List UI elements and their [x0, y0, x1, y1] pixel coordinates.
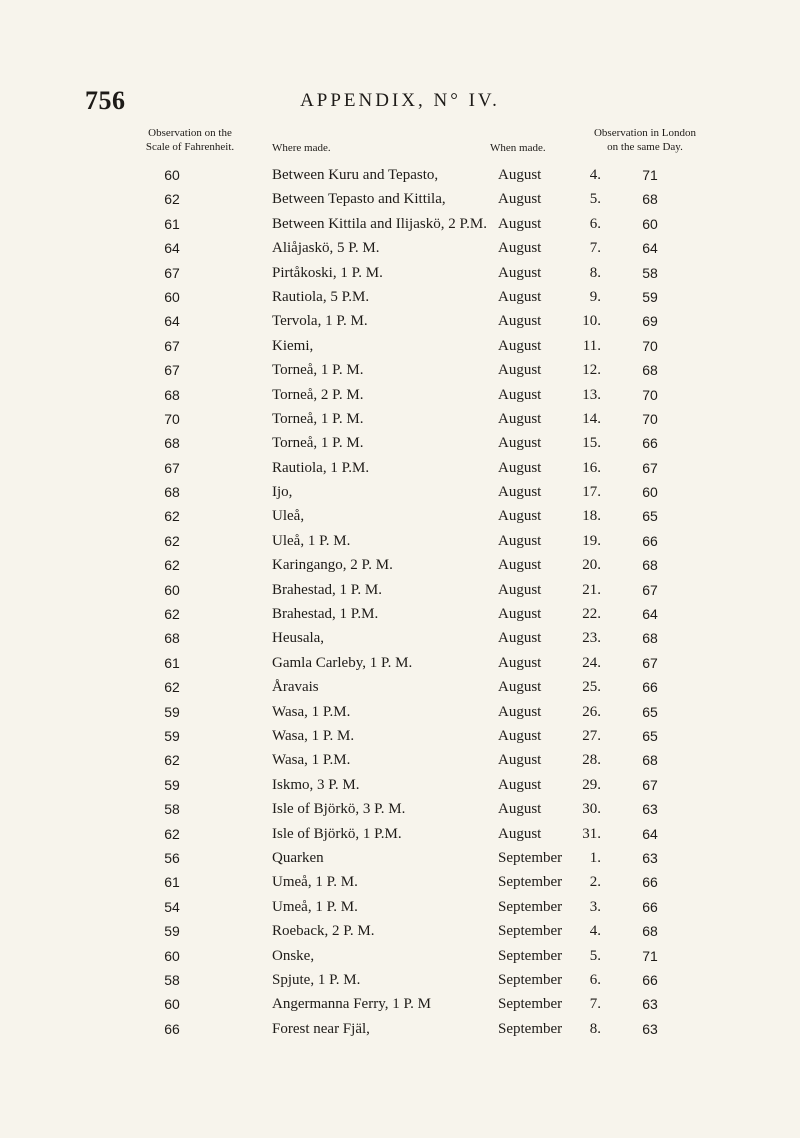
- fahrenheit-cell: 61: [164, 654, 180, 671]
- month-cell: August: [498, 410, 542, 427]
- day-cell: 16.: [582, 459, 601, 476]
- table-row: [0, 431, 800, 455]
- table-row: [0, 700, 800, 724]
- london-cell: 65: [642, 727, 658, 744]
- day-cell: 23.: [582, 630, 601, 647]
- fahrenheit-cell: 59: [164, 703, 180, 720]
- day-cell: 9.: [589, 288, 601, 305]
- table-row: [0, 602, 800, 626]
- london-cell: 66: [642, 679, 658, 696]
- fahrenheit-cell: 62: [164, 557, 180, 574]
- london-cell: 65: [642, 703, 658, 720]
- day-cell: 28.: [582, 752, 601, 769]
- day-cell: 18.: [582, 508, 601, 525]
- where-made-cell: Karingango, 2 P. M.: [272, 557, 393, 574]
- table-row: [0, 675, 800, 699]
- day-cell: 15.: [582, 435, 601, 452]
- table-row: [0, 456, 800, 480]
- table-row: [0, 187, 800, 211]
- where-made-cell: Wasa, 1 P.M.: [272, 703, 351, 720]
- column-header-fahrenheit: [115, 126, 265, 154]
- london-cell: 67: [642, 776, 658, 793]
- column-header-fahrenheit-line2: Scale of Fahrenheit.: [145, 141, 235, 153]
- table-row: [0, 846, 800, 870]
- fahrenheit-cell: 67: [164, 264, 180, 281]
- day-cell: 2.: [589, 874, 601, 891]
- london-cell: 67: [642, 459, 658, 476]
- month-cell: August: [498, 532, 542, 549]
- fahrenheit-cell: 54: [164, 898, 180, 915]
- fahrenheit-cell: 64: [164, 240, 180, 257]
- where-made-cell: Gamla Carleby, 1 P. M.: [272, 654, 413, 671]
- month-cell: August: [498, 508, 542, 525]
- london-cell: 70: [642, 410, 658, 427]
- month-cell: September: [498, 898, 563, 915]
- where-made-cell: Rautiola, 5 P.M.: [272, 288, 370, 305]
- fahrenheit-cell: 60: [164, 581, 180, 598]
- day-cell: 5.: [589, 947, 601, 964]
- london-cell: 70: [642, 337, 658, 354]
- where-made-cell: Torneå, 1 P. M.: [272, 410, 364, 427]
- fahrenheit-cell: 59: [164, 776, 180, 793]
- fahrenheit-cell: 62: [164, 508, 180, 525]
- month-cell: August: [498, 459, 542, 476]
- where-made-cell: Isle of Björkö, 1 P.M.: [272, 825, 402, 842]
- day-cell: 22.: [582, 606, 601, 623]
- where-made-cell: Uleå,: [272, 508, 305, 525]
- london-cell: 65: [642, 508, 658, 525]
- day-cell: 4.: [589, 923, 601, 940]
- fahrenheit-cell: 59: [164, 727, 180, 744]
- table-row: [0, 383, 800, 407]
- fahrenheit-cell: 66: [164, 1020, 180, 1037]
- london-cell: 63: [642, 849, 658, 866]
- month-cell: August: [498, 191, 542, 208]
- table-row: [0, 261, 800, 285]
- fahrenheit-cell: 60: [164, 996, 180, 1013]
- table-row: [0, 748, 800, 772]
- table-row: [0, 163, 800, 187]
- day-cell: 12.: [582, 362, 601, 379]
- month-cell: August: [498, 362, 542, 379]
- where-made-cell: Quarken: [272, 849, 324, 866]
- month-cell: August: [498, 264, 542, 281]
- month-cell: August: [498, 167, 542, 183]
- fahrenheit-cell: 68: [164, 630, 180, 647]
- where-made-cell: Umeå, 1 P. M.: [272, 874, 358, 891]
- month-cell: August: [498, 435, 542, 452]
- day-cell: 31.: [582, 825, 601, 842]
- day-cell: 20.: [582, 557, 601, 574]
- column-header-when-made: When made.: [490, 142, 546, 154]
- london-cell: 60: [642, 484, 658, 501]
- table-row: [0, 1017, 800, 1041]
- fahrenheit-cell: 62: [164, 679, 180, 696]
- table-row: [0, 504, 800, 528]
- where-made-cell: Ijo,: [272, 484, 293, 501]
- fahrenheit-cell: 56: [164, 849, 180, 866]
- month-cell: August: [498, 484, 542, 501]
- where-made-cell: Brahestad, 1 P. M.: [272, 581, 382, 598]
- fahrenheit-cell: 68: [164, 435, 180, 452]
- where-made-cell: Between Tepasto and Kittila,: [272, 191, 446, 208]
- day-cell: 1.: [589, 849, 601, 866]
- column-header-london: [570, 126, 720, 154]
- month-cell: August: [498, 776, 542, 793]
- month-cell: August: [498, 630, 542, 647]
- where-made-cell: Heusala,: [272, 630, 325, 647]
- where-made-cell: Isle of Björkö, 3 P. M.: [272, 801, 406, 818]
- where-made-cell: Forest near Fjäl,: [272, 1020, 370, 1037]
- month-cell: August: [498, 752, 542, 769]
- day-cell: 14.: [582, 410, 601, 427]
- day-cell: 19.: [582, 532, 601, 549]
- where-made-cell: Torneå, 1 P. M.: [272, 362, 364, 379]
- day-cell: 7.: [589, 240, 601, 257]
- day-cell: 6.: [589, 971, 601, 988]
- where-made-cell: Aliåjaskö, 5 P. M.: [272, 240, 380, 257]
- month-cell: September: [498, 849, 563, 866]
- fahrenheit-cell: 68: [164, 484, 180, 501]
- month-cell: August: [498, 825, 542, 842]
- month-cell: August: [498, 240, 542, 257]
- table-row: [0, 626, 800, 650]
- london-cell: 68: [642, 630, 658, 647]
- table-row: [0, 236, 800, 260]
- london-cell: 63: [642, 996, 658, 1013]
- fahrenheit-cell: 67: [164, 459, 180, 476]
- day-cell: 6.: [589, 215, 601, 232]
- where-made-cell: Wasa, 1 P. M.: [272, 727, 355, 744]
- london-cell: 64: [642, 240, 658, 257]
- where-made-cell: Åravais: [272, 679, 319, 696]
- month-cell: August: [498, 386, 542, 403]
- day-cell: 17.: [582, 484, 601, 501]
- where-made-cell: Spjute, 1 P. M.: [272, 971, 361, 988]
- day-cell: 24.: [582, 654, 601, 671]
- london-cell: 68: [642, 362, 658, 379]
- table-row: [0, 919, 800, 943]
- london-cell: 67: [642, 581, 658, 598]
- fahrenheit-cell: 60: [164, 167, 180, 183]
- day-cell: 13.: [582, 386, 601, 403]
- day-cell: 7.: [589, 996, 601, 1013]
- fahrenheit-cell: 62: [164, 191, 180, 208]
- month-cell: August: [498, 581, 542, 598]
- london-cell: 71: [642, 167, 658, 183]
- table-row: [0, 285, 800, 309]
- month-cell: August: [498, 727, 542, 744]
- fahrenheit-cell: 59: [164, 923, 180, 940]
- day-cell: 8.: [589, 1020, 601, 1037]
- london-cell: 70: [642, 386, 658, 403]
- day-cell: 26.: [582, 703, 601, 720]
- fahrenheit-cell: 67: [164, 362, 180, 379]
- month-cell: August: [498, 313, 542, 330]
- london-cell: 60: [642, 215, 658, 232]
- table-row: [0, 895, 800, 919]
- where-made-cell: Roeback, 2 P. M.: [272, 923, 375, 940]
- where-made-cell: Umeå, 1 P. M.: [272, 898, 358, 915]
- column-header-london-line2: on the same Day.: [607, 141, 683, 153]
- fahrenheit-cell: 64: [164, 313, 180, 330]
- london-cell: 68: [642, 191, 658, 208]
- where-made-cell: Angermanna Ferry, 1 P. M: [272, 996, 432, 1013]
- table-row: [0, 309, 800, 333]
- where-made-cell: Torneå, 1 P. M.: [272, 435, 364, 452]
- month-cell: September: [498, 1020, 563, 1037]
- day-cell: 10.: [582, 313, 601, 330]
- london-cell: 68: [642, 923, 658, 940]
- fahrenheit-cell: 62: [164, 532, 180, 549]
- fahrenheit-cell: 61: [164, 215, 180, 232]
- running-head: APPENDIX, N° IV.: [300, 90, 500, 111]
- month-cell: September: [498, 874, 563, 891]
- day-cell: 21.: [582, 581, 601, 598]
- where-made-cell: Onske,: [272, 947, 315, 964]
- where-made-cell: Wasa, 1 P.M.: [272, 752, 351, 769]
- table-row: [0, 578, 800, 602]
- fahrenheit-cell: 67: [164, 337, 180, 354]
- table-row: [0, 407, 800, 431]
- table-row: [0, 822, 800, 846]
- table-row: [0, 480, 800, 504]
- table-row: [0, 773, 800, 797]
- day-cell: 30.: [582, 801, 601, 818]
- where-made-cell: Torneå, 2 P. M.: [272, 386, 364, 403]
- month-cell: August: [498, 337, 542, 354]
- month-cell: August: [498, 801, 542, 818]
- month-cell: August: [498, 606, 542, 623]
- london-cell: 67: [642, 654, 658, 671]
- london-cell: 58: [642, 264, 658, 281]
- london-cell: 66: [642, 532, 658, 549]
- table-row: [0, 334, 800, 358]
- day-cell: 11.: [582, 337, 601, 354]
- observation-table: [0, 163, 800, 1041]
- london-cell: 66: [642, 971, 658, 988]
- where-made-cell: Between Kuru and Tepasto,: [272, 167, 439, 183]
- fahrenheit-cell: 70: [164, 410, 180, 427]
- london-cell: 64: [642, 606, 658, 623]
- month-cell: August: [498, 215, 542, 232]
- column-header-where-made: Where made.: [272, 142, 331, 154]
- london-cell: 63: [642, 801, 658, 818]
- london-cell: 69: [642, 313, 658, 330]
- month-cell: September: [498, 923, 563, 940]
- london-cell: 59: [642, 288, 658, 305]
- day-cell: 4.: [589, 167, 601, 183]
- month-cell: September: [498, 947, 563, 964]
- day-cell: 8.: [589, 264, 601, 281]
- month-cell: August: [498, 703, 542, 720]
- where-made-cell: Uleå, 1 P. M.: [272, 532, 351, 549]
- where-made-cell: Iskmo, 3 P. M.: [272, 776, 360, 793]
- day-cell: 5.: [589, 191, 601, 208]
- month-cell: September: [498, 996, 563, 1013]
- table-row: [0, 529, 800, 553]
- fahrenheit-cell: 58: [164, 801, 180, 818]
- london-cell: 64: [642, 825, 658, 842]
- table-row: [0, 992, 800, 1016]
- page-number: 756: [85, 86, 126, 115]
- london-cell: 66: [642, 435, 658, 452]
- month-cell: September: [498, 971, 563, 988]
- fahrenheit-cell: 58: [164, 971, 180, 988]
- fahrenheit-cell: 60: [164, 947, 180, 964]
- london-cell: 68: [642, 752, 658, 769]
- london-cell: 66: [642, 898, 658, 915]
- london-cell: 63: [642, 1020, 658, 1037]
- month-cell: August: [498, 654, 542, 671]
- london-cell: 68: [642, 557, 658, 574]
- london-cell: 66: [642, 874, 658, 891]
- where-made-cell: Brahestad, 1 P.M.: [272, 606, 379, 623]
- fahrenheit-cell: 62: [164, 825, 180, 842]
- column-header-london-line1: Observation in London: [593, 127, 697, 139]
- month-cell: August: [498, 557, 542, 574]
- fahrenheit-cell: 60: [164, 288, 180, 305]
- fahrenheit-cell: 62: [164, 606, 180, 623]
- fahrenheit-cell: 62: [164, 752, 180, 769]
- day-cell: 27.: [582, 727, 601, 744]
- month-cell: August: [498, 288, 542, 305]
- month-cell: August: [498, 679, 542, 696]
- table-row: [0, 212, 800, 236]
- table-row: [0, 358, 800, 382]
- day-cell: 25.: [582, 679, 601, 696]
- table-row: [0, 944, 800, 968]
- fahrenheit-cell: 68: [164, 386, 180, 403]
- london-cell: 71: [642, 947, 658, 964]
- table-row: [0, 870, 800, 894]
- table-row: [0, 651, 800, 675]
- column-header-fahrenheit-line1: Observation on the: [148, 127, 232, 139]
- where-made-cell: Between Kittila and Ilijaskö, 2 P.M.: [272, 215, 487, 232]
- where-made-cell: Rautiola, 1 P.M.: [272, 459, 370, 476]
- where-made-cell: Kiemi,: [272, 337, 314, 354]
- table-row: [0, 553, 800, 577]
- table-row: [0, 968, 800, 992]
- where-made-cell: Tervola, 1 P. M.: [272, 313, 368, 330]
- table-row: [0, 797, 800, 821]
- day-cell: 29.: [582, 776, 601, 793]
- fahrenheit-cell: 61: [164, 874, 180, 891]
- day-cell: 3.: [589, 898, 601, 915]
- where-made-cell: Pirtåkoski, 1 P. M.: [272, 264, 383, 281]
- table-row: [0, 724, 800, 748]
